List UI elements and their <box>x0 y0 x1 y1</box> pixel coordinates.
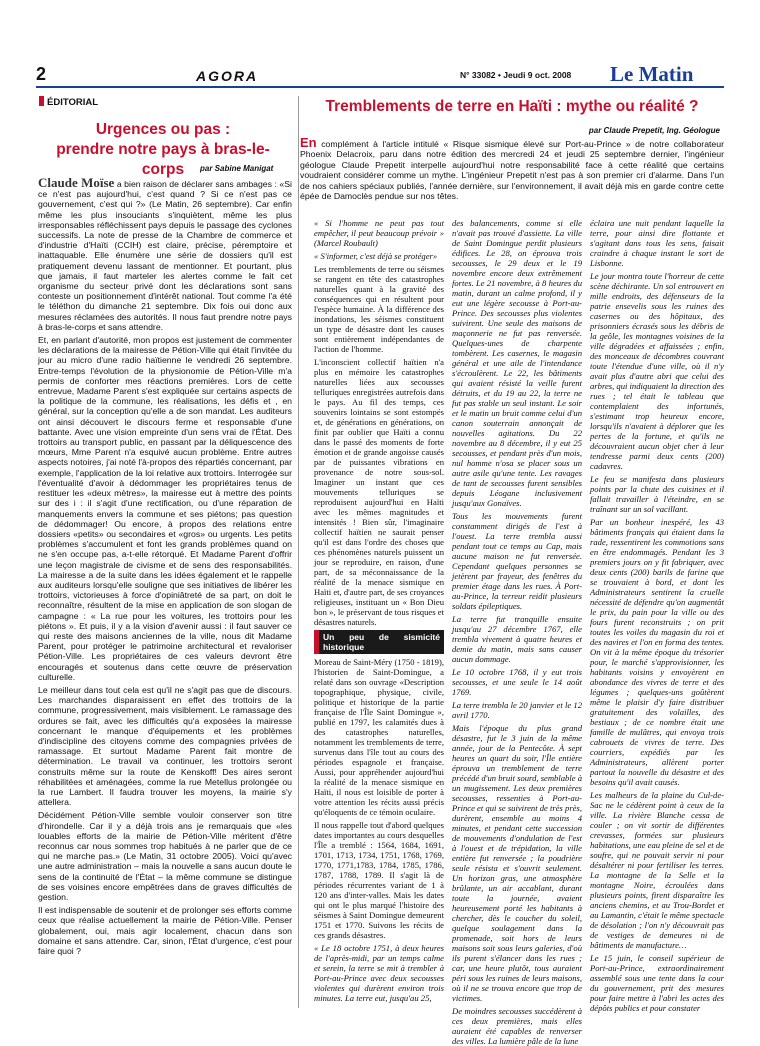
article-paragraph: Moreau de Saint-Méry (1750 - 1819), l'historien de Saint-Domingue, a relaté dans son ouvrage «Description topographique, physique, civile, politique et historique de la partie française de l'Île Saint Domingue », publié en 1797, les calamités dues à des catastrophes naturelles, notamment les tremblements de terre, survenus dans l'île tout au cours des périodes espagnole et française. Aussi, pour appréhender aujourd'hui la réalité de la menace sismique en Haïti, il nous est loisible de porter à votre attention les récits aussi précis qu'éloquents de ce témoin oculaire. <box>314 657 444 817</box>
page-number: 2 <box>36 64 47 84</box>
editorial-body <box>38 175 292 1006</box>
article-paragraph: Les tremblements de terre ou séismes se rangent en tête des catastrophes naturelles quant à la gravité des conséquences qui en résultent pour l'espèce humaine. À la différence des inondations, les séismes constituent un type de désastre dont les causes sont entièrement indépendantes de l'action de l'homme. <box>314 264 444 354</box>
article-paragraph: De moindres secousses succédèrent à ces deux premières, mais elles auraient été capables de renverser des villes. La lumière pâle de la lune <box>452 1006 582 1046</box>
article-title: Tremblements de terre en Haïti : mythe ou réalité ? <box>325 98 699 115</box>
article-paragraph: des balancements, comme si elle n'avait pas trouvé d'assiette. La ville de Saint Domingue perdit plusieurs édifices. Le 28, on éprouva trois secousses, le 29 deux et le 19 novembre encore deux extrêmement fortes. Le 21 novembre, à 8 heures du matin, durant un calme profond, il y eut une légère secousse à Port-au-Prince. Des secousses plus violentes suivirent. Une seule des maisons de maçonnerie ne fut pas renversée. Quelques-unes de charpente tombèrent. Les casernes, le magasin général et une aile de l'intendance s'écroulèrent. Le 22, les bâtiments qui avaient résisté la veille furent détruits, et du 19 au 22, la terre ne fut pas stable un seul instant. Le soir et le matin un bruit comme celui d'un canon souterrain annonçait de nouvelles agitations. Du 22 novembre au 8 décembre, il y eut 25 secousses, et pendant près d'un mois, nul homme n'osa se placer sous un autre asile qu'une tente. Les ravages de tant de secousses furent sensibles depuis Léogane inclusivement jusqu'aux Gonaïves. <box>452 218 582 508</box>
article-paragraph: Le jour montra toute l'horreur de cette scène déchirante. Un sol entrouvert en mille endroits, des défenseurs de la patrie ensevelis sous les ruines des casernes ou des hôpitaux, des prisonniers écrasés sous les débris de la geôle, les montagnes voisines de la ville dégradées et affaissées ; enfin, des monceaux de décombres couvrant toute l'étendue d'une ville, où il n'y avait plus d'autre abri que celui des arbres, qui indiquaient la direction des rues ; tel était le tableau que contemplaient des infortunés, s'estimant trop heureux encore, lorsqu'ils n'avaient à déplorer que les pertes de la fortune, et qu'ils ne découvraient aucun objet cher à leur tendresse parmi deux cents (200) cadavres. <box>590 271 724 471</box>
article-intro <box>300 135 724 202</box>
editorial-paragraph: Il est indispensable de soutenir et de prolonger ses efforts comme ceux que réalise actuellement la mairie de Pétion-Ville. Penser globalement, oui, mais agir localement, chacun dans son domaine et sans attendre. Car, sinon, l'État d'urgence, c'est pour faire quoi ? <box>38 905 292 957</box>
article-column-2 <box>452 218 582 1046</box>
article-paragraph: Les malheurs de la plaine du Cul-de-Sac ne le cédèrent point à ceux de la ville. La rivière Blanche cessa de couler ; on vit sortir de différentes crevasses, formées sur plusieurs habitations, une eau pleine de sel et de soufre, qui ne pouvait servir ni pour désaltérer ni pour fertiliser les terres. La montagne de la Selle et la montagne Noire, écroulées dans plusieurs points, firent disparaître les anciens chemins, et au Trou-Bordet et au Lamantin, c'était le même spectacle de désolation ; l'on n'y découvrait pas de vestiges de demeures ni de bâtiments de manufacture… <box>590 790 724 950</box>
article-paragraph: Par un bonheur inespéré, les 43 bâtiments français qui étaient dans la rade, ressentirent les commotions sans en être endommagés. Pendant les 3 premiers jours on y fit fabriquer, avec deux cents (200) barils de farine que se trouvaient à bord, et dont les Administrateurs sentirent la cruelle nécessité de défendre qu'on augmentât le prix, du pain pour la ville ou des fours furent reconstruits ; on prit toutes les voiles du magasin du roi et des navires et l'on en forma des tentes. On vit à la même époque du trésorier pour, le marché s'approvisionner, les habitants voisins y envoyèrent en abondance des vivres de terre et des légumes ; quelques-uns goûtèrent même le plaisir d'y faire distribuer gratuitement des volailles, des bestiaux ; de ce nombre était une famille de mulâtres, qui envoya trois cabrouets de vivres de terre. Des courriers, expédiés par les Administrateurs, allèrent porter partout la nouvelle du désastre et des besoins qu'il avait causés. <box>590 517 724 787</box>
editorial-label-text: ÉDITORIAL <box>47 97 99 108</box>
editorial-paragraph: Et, en parlant d'autorité, mon propos est justement de commenter les déclarations de la mairesse de Pétion-Ville qui était l'invitée du jour au micro d'une radio haïtienne le vendredi 26 septembre. Entre-temps l'évolution de la physionomie de Pétion-Ville m'a permis de conforter mes réactions premières. Lors de cette entrevue, Madame Parent s'est expliquée sur certains aspects de la politique de la commune, les réalisations, les défis et , en général, sur la conception qu'elle a de son mandat. Les auditeurs ont ainsi découvert le discours ferme et responsable d'une battante. Avec une vision empreinte d'un sens vrai de l'État. Des trottoirs au transport public, en passant par la déliquescence des mœurs, Mme Parent n'a esquivé aucun problème. Entre autres aspects notoires, j'ai noté l'à-propos des répartiés concernant, par exemple, l'application de la loi relative aux trottoirs. Interrogée sur l'éventualité d'avoir à dédommager les propriétaires tenus de restituer les «deux mètres», la mairesse eut à mettre des points sur des i : il s'agit d'une rectification, ou d'une réparation de manquements envers la commune et ses piétons; pas question de dédommager! Ou encore, à propos des relations entre dossiers «petits» ou secondaires et «gros» ou urgents. Les petits problèmes s'accumulent et font les grands problèmes quand on ne s'en occupe pas, a-t-elle rétorqué. Et Madame Parent d'offrir une leçon magistrale de civisme et de sens des responsabilités. La mairesse a de la suite dans les idées également et le rappelle aux auditeurs lorsqu'elle souligne que ses initiatives de libérer les trottoirs, victorieuses à force d'opiniâtreté de sa part, on doit le reconnaître, résultent de la mise en application de son slogan de campagne : « La rue pour les voitures, les trottoirs pour les piétons ». Et puis, il y a la vision d'avenir aussi : il faut sauver ce qui reste des maisons anciennes de la ville, nous dit Madame Parent, pour protéger le patrimoine architectural et revaloriser Pétion-Ville. Les propriétaires de ces valeurs devront être encouragés et soutenus dans cette œuvre de préservation culturelle. <box>38 335 292 682</box>
article-paragraph: Mais l'époque du plus grand désastre, fut le 3 juin de la même année, jour de la Pentecôte. À sept heures un quart du soir, l'Île entière éprouva un tremblement de terre précédé d'un bruit sourd, semblable à un mugissement. Les deux premières secousses, ressenties à Port-au-Prince et qui se suivirent de très près, durèrent, ensemble au moins 4 minutes, et pendant cette succession de mouvements d'ondulation de l'est à l'ouest et de trépidation, la ville entière fut renversée ; la poudrière seule résista et s'ouvrit seulement. Un horizon gras, une atmosphère brûlante, un air accablant, durant toute la journée, avaient heureusement porté les habitants à chercher, dès le coucher du soleil, quelque soulagement dans la promenade, soit hors de leurs maisons soit sous leurs galeries, d'où ils purent s'élancer dans les rues ; car, une heure plutôt, tous auraient péri sous les ruines de leurs maisons, où il ne se trouva encore que trop de victimes. <box>452 723 582 1003</box>
page-header <box>36 64 724 86</box>
header-rule <box>36 86 724 88</box>
lead-name: Claude Moïse <box>38 175 115 190</box>
article-column-1 <box>314 218 444 1008</box>
editorial-paragraph <box>38 175 292 332</box>
label-marker <box>39 96 44 106</box>
epigraph-quote: « S'informer, c'est déjà se protéger» <box>314 251 438 261</box>
article-byline: par Claude Prepetit, Ing. Géologue <box>588 126 720 135</box>
article-paragraph: Le 15 juin, le conseil supérieur de Port-au-Prince, extraordinairement assemblé sous une tente dans la cour du gouvernement, prit des mesures pour faire mettre à l'abri les actes des dépôts publics et pour constater <box>590 953 724 1013</box>
article-paragraph: Il nous rappelle tout d'abord quelques dates importantes au cours desquelles l'Île a tremblé : 1564, 1684, 1691, 1701, 1713, 1734, 1751, 1768, 1769, 1770, 1771,1783, 1784, 1785, 1786, 1787, 1788, 1789. Il s'agit là de périodes récurrentes variant de 1 à 120 ans d'inter-valles. Mais les dates qui ont le plus marqué l'histoire des séismes à Saint Domingue demeurent 1751 et 1770. Suivons les récits de ces grands désastres. <box>314 820 444 940</box>
editorial-paragraph: Le meilleur dans tout cela est qu'il ne s'agit pas que de discours. Les marchandes disparaissent en effet des trottoirs de la commune, progressivement, mais visiblement. Le ramassage des ordures se fait, avec les difficultés qu'a exposées la mairesse concernant le manque d'équipements et les problèmes d'indiscipline des citoyens comme des compagnies privées de ramassage. Et surtout Madame Parent fait montre de détermination. Le travail va continuer, les trottoirs seront construits même sur la route de Kenskoff! Des aires seront réhabilitées et aménagées, comme la rue Metellus prolongée ou la rue Lambert. Il faudra trouver les moyens, la mairie s'y attellera. <box>38 684 292 808</box>
article-paragraph: « Le 18 octobre 1751, à deux heures de l'après-midi, par un temps calme et serein, la terre se mit à trembler à Port-au-Prince avec deux secousses violentes qui durèrent environ trois minutes. La terre eut, jusqu'au 25, <box>314 943 444 1003</box>
article-paragraph: Le 10 octobre 1768, il y eut trois secousses, et une seule le 14 août 1769. <box>452 667 582 697</box>
article-paragraph: Le feu se manifesta dans plusieurs points par la chute des cuisines et il fallait travailler à l'éteindre, en se traînant sur un sol vacillant. <box>590 474 724 514</box>
article-paragraph: éclaira une nuit pendant laquelle la terre, pour ainsi dire flottante et s'agitant dans tous les sens, faisait craindre à chaque instant le sort de Lisbonne. <box>590 218 724 268</box>
intro-text: complément à l'article intitulé « Risque sismique élevé sur Port-au-Prince » de notre collaborateur Phoenix Delacroix, paru dans notre édition des mercredi 24 et jeudi 25 septembre dernier, l'ingénieur géologue Claude Prepetit interpelle aujourd'hui notre responsabilité face à cette réalité que certains voudraient considérer comme un mythe. L'ingénieur Prepetit n'est pas à son premier cri d'alarme. Dans l'un de nos cahiers spéciaux publiés, l'année dernière, sur l'environnement, il avait déjà mis en garde contre cette épée de Damoclès pendue sur nos têtes. <box>300 139 724 202</box>
editorial-title-line2: prendre notre pays à bras-le-corps <box>56 141 270 178</box>
article-paragraph: L'inconscient collectif haïtien n'a plus en mémoire les catastrophes naturelles liées aux secousses telluriques enregistrées autrefois dans le pays. Au fil des temps, ces souvenirs lointains se sont estompés et, de générations en générations, on finit par oublier que Haïti a connu dans le passé des moments de forte émotion et de grande angoisse causés par de puissantes vibrations en provenance de notre sous-sol. Imaginer un instant que ces mouvements telluriques se reproduisent aujourd'hui en Haïti avec les mêmes magnitudes et intensités ! Bien sûr, l'imaginaire collectif haïtien ne saurait penser qu'il est dans l'ordre des choses que ces phénomènes naturels puissent un jour se reproduire, en raison, d'une part, de sa méconnaissance de la réalité de la menace sismique en Haïti et, d'autre part, de ses croyances religieuses, instituant un « Bon Dieu bon », le préservant de tous risques et désastres naturels. <box>314 357 444 627</box>
editorial-byline: par Sabine Manigat <box>200 164 274 173</box>
article-paragraph: La terre trembla le 20 janvier et le 12 avril 1770. <box>452 700 582 720</box>
newspaper-logo: Le Matin <box>610 62 694 86</box>
intro-dropword: En <box>300 135 317 150</box>
article-column-3 <box>590 218 724 1013</box>
epigraph-quote: « Si l'homme ne peut pas tout empêcher, il peut beaucoup prévoir » (Marcel Roubault) <box>314 218 444 248</box>
editorial-paragraph: Décidément Pétion-Ville semble vouloir conserver son titre d'hirondelle. Car il y a déjà trois ans je remarquais que «les louables efforts de la mairie de Pétion-Ville méritent d'être reconnus car nous sommes trop habitués à ne parler que de ce qui ne marche pas.» (Le Matin, 31 octobre 2005). Voici qu'avec une autre administration – mais la nouvelle a sans aucun doute le sens de la continuité de l'État – la même commune se distingue de ses voisines encore empêtrées dans de graves difficultés de gestion. <box>38 810 292 903</box>
article-paragraph: La terre fut tranquille ensuite jusqu'au 27 décembre 1767, elle trembla vivement à quatre heures et demie du matin, mais sans causer aucun dommage. <box>452 614 582 664</box>
section-name: AGORA <box>196 68 259 84</box>
issue-info: N° 33082 • Jeudi 9 oct. 2008 <box>460 70 572 80</box>
column-divider <box>298 96 299 1008</box>
article-paragraph: Tous les mouvements furent constamment dirigés de l'est à l'ouest. La terre trembla aussi pendant tout ce temps au Cap, mais aucune maison ne fut renversée. Cependant quelques personnes se jetèrent par frayeur, des fenêtres du premier étage dans les rues. À Port-au-Prince, la terreur reidit plusieurs soldats épileptiques. <box>452 511 582 611</box>
editorial-label <box>39 96 98 108</box>
editorial-title-line1: Urgences ou pas : <box>95 121 231 138</box>
editorial-p1: a bien raison de déclarer sans ambages : «Si ce n'est pas aujourd'hui, c'est quand ? Si ce n'est pas ce gouvernement, c'est qui ?» (Le Matin, 26 septembre). Car enfin même les plus insouciants s'inquiètent, même les plus irresponsables réfléchissent pays depuis le passage des cyclones successifs. La note de presse de la Chambre de commerce et d'industrie d'Haïti (CCIH) est claire, précise, péremptoire et inattaquable. Elle énumère une série de dossiers qu'il est pratiquement devenu lassant de mentionner. Et pourtant, plus que jamais, il faut marteler les alertes comme le fait cet organisme du secteur privé dont les déclarations sont sans conteste un positionnement d'intérêt national. Tout comme l'a été le téléthon du dimanche 21 septembre. Dix fois oui donc aux mesures réclamées des autorités. Il nous faut prendre notre pays à bras-le-corps et sans attendre. <box>38 179 292 332</box>
subheading: Un peu de sismicité historique <box>314 630 444 654</box>
